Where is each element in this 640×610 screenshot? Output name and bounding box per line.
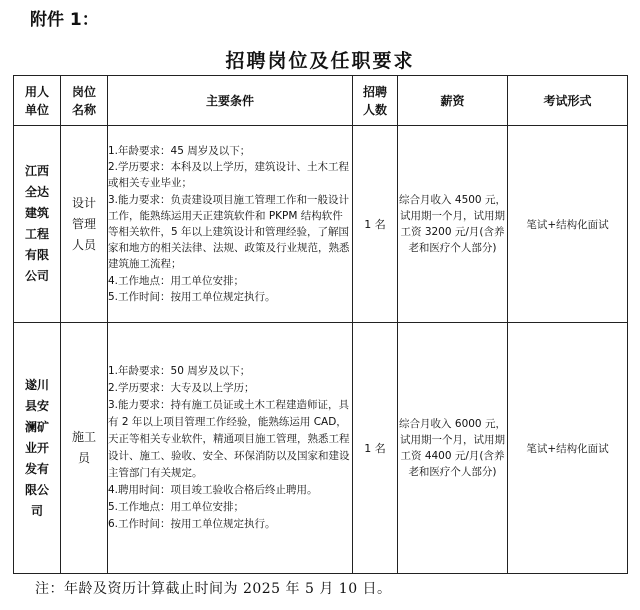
post-cell: 施工员 xyxy=(61,323,108,574)
header-exam: 考试形式 xyxy=(508,76,628,126)
table-header-row xyxy=(14,76,628,126)
requirements-cell xyxy=(108,126,353,323)
header-post: 岗位名称 xyxy=(61,76,108,126)
requirements-cell xyxy=(108,323,353,574)
table-row xyxy=(14,126,628,323)
requirement-item: 2.学历要求：本科及以上学历，建筑设计、土木工程或相关专业毕业； xyxy=(108,161,350,190)
page-title: 招聘岗位及任职要求 xyxy=(225,50,415,72)
requirement-item: 5.工作地点：用工单位安排； xyxy=(108,500,245,513)
header-requirements: 主要条件 xyxy=(108,76,353,126)
table-row xyxy=(14,323,628,574)
requirement-item: 1.年龄要求：45 周岁及以下； xyxy=(108,144,251,157)
headcount-cell: 1 名 xyxy=(353,126,398,323)
exam-format-cell: 笔试+结构化面试 xyxy=(508,126,628,323)
employer-cell: 江西全达建筑工程有限公司 xyxy=(14,126,61,323)
requirement-item: 5.工作时间：按用工单位规定执行。 xyxy=(108,290,276,303)
salary-cell: 综合月收入 6000 元，试用期一个月，试用期工资 4400 元/月(含养老和医疗个人部分) xyxy=(398,323,508,574)
requirement-item: 3.能力要求：负责建设项目施工管理工作和一般设计工作，能熟练运用天正建筑软件和 PKPM 结构软件等相关软件，5 年以上建筑设计和管理经验，了解国家和地方的相关法律、法规、政策及行业规范，熟悉建筑施工流程； xyxy=(108,193,350,271)
requirement-item: 2.学历要求：大专及以上学历； xyxy=(108,382,255,395)
headcount-cell: 1 名 xyxy=(353,323,398,574)
recruitment-table xyxy=(13,75,628,574)
post-cell: 设计管理人员 xyxy=(61,126,108,323)
requirement-item: 3.能力要求：持有施工员证或土木工程建造师证，具有 2 年以上项目管理工作经验，能熟练运用 CAD，天正等相关专业软件，精通项目施工管理，熟悉工程设计、施工、验收、安全、环保消防以及国家和建设主管部门有关规定。 xyxy=(108,399,350,479)
attachment-label: 附件 1： xyxy=(30,10,99,30)
header-salary: 薪资 xyxy=(398,76,508,126)
footnote: 注：年龄及资历计算截止时间为 2025 年 5 月 10 日。 xyxy=(35,581,392,597)
exam-format-cell: 笔试+结构化面试 xyxy=(508,323,628,574)
requirement-item: 1.年龄要求：50 周岁及以下； xyxy=(108,365,251,378)
requirement-item: 4.聘用时间：项目竣工验收合格后终止聘用。 xyxy=(108,483,318,496)
requirement-item: 6.工作时间：按用工单位规定执行。 xyxy=(108,517,276,530)
employer-cell: 遂川县安澜矿业开发有限公司 xyxy=(14,323,61,574)
salary-cell: 综合月收入 4500 元，试用期一个月，试用期工资 3200 元/月(含养老和医疗个人部分) xyxy=(398,126,508,323)
header-unit: 用人单位 xyxy=(14,76,61,126)
requirement-item: 4.工作地点：用工单位安排； xyxy=(108,274,245,287)
header-count: 招聘人数 xyxy=(353,76,398,126)
